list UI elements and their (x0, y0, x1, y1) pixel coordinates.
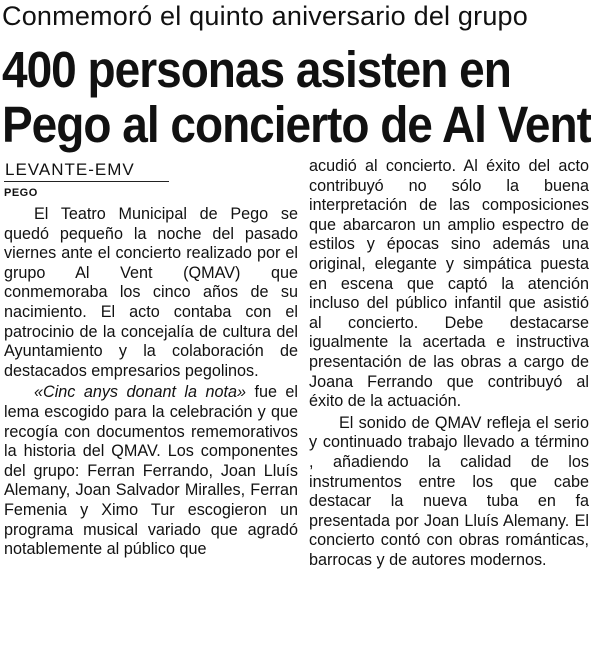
byline: LEVANTE-EMV (5, 160, 135, 179)
left-paragraph-1: El Teatro Municipal de Pego se quedó pequeño la noche del pasado viernes ante el concierto realizado por el grupo Al Vent (QMAV) que conmemoraba los cinco años de su nacimiento. El acto contaba con el patrocinio de la concejalía de cultura del Ayuntamiento y la colaboración de destacados empresarios pegolinos. (4, 205, 298, 380)
left-paragraph-2-text: fue el lema escogido para la celebración y que recogía con documentos rememorativos la historia del QMAV. Los componentes del grupo: Ferran Ferrando, Joan Lluís Alemany, Joan Salvador Miralles, Ferran Femenia y Ximo Tur escogieron un programa musical variado que agradó notablemente al público que (4, 383, 299, 559)
kicker: Conmemoró el quinto aniversario del grupo (2, 1, 528, 31)
left-paragraph-2 (4, 383, 298, 559)
right-paragraph-1: acudió al concierto. Al éxito del acto contribuyó no sólo la buena interpretación de las composiciones que abarcaron un amplio espectro de estilos y épocas sino además una original, elegante y simpática puesta en escena que captó la atención incluso del público infantil que asistió al concierto. Debe destacarse igualmente la acertada e instructiva presentación de las obras a cargo de Joana Ferrando que contribuyó al éxito de la actuación. (309, 157, 589, 411)
right-paragraph-2: El sonido de QMAV refleja el serio y continuado trabajo llevado a término , añadiendo la calidad de los instrumentos entre los que cabe destacar la nueva tuba en fa presentada por Joan Lluís Alemany. El concierto contó con obras románticas, barrocas y de autores modernos. (309, 413, 589, 569)
dateline: PEGO (4, 187, 38, 199)
headline-line-2: Pego al concierto de Al Vent (2, 95, 591, 154)
byline-rule (4, 181, 169, 182)
left-column (4, 160, 298, 560)
campaign-slogan: «Cinc anys donant la nota» (34, 383, 246, 402)
right-column (309, 157, 589, 570)
headline-line-1: 400 personas asisten en (2, 40, 511, 99)
